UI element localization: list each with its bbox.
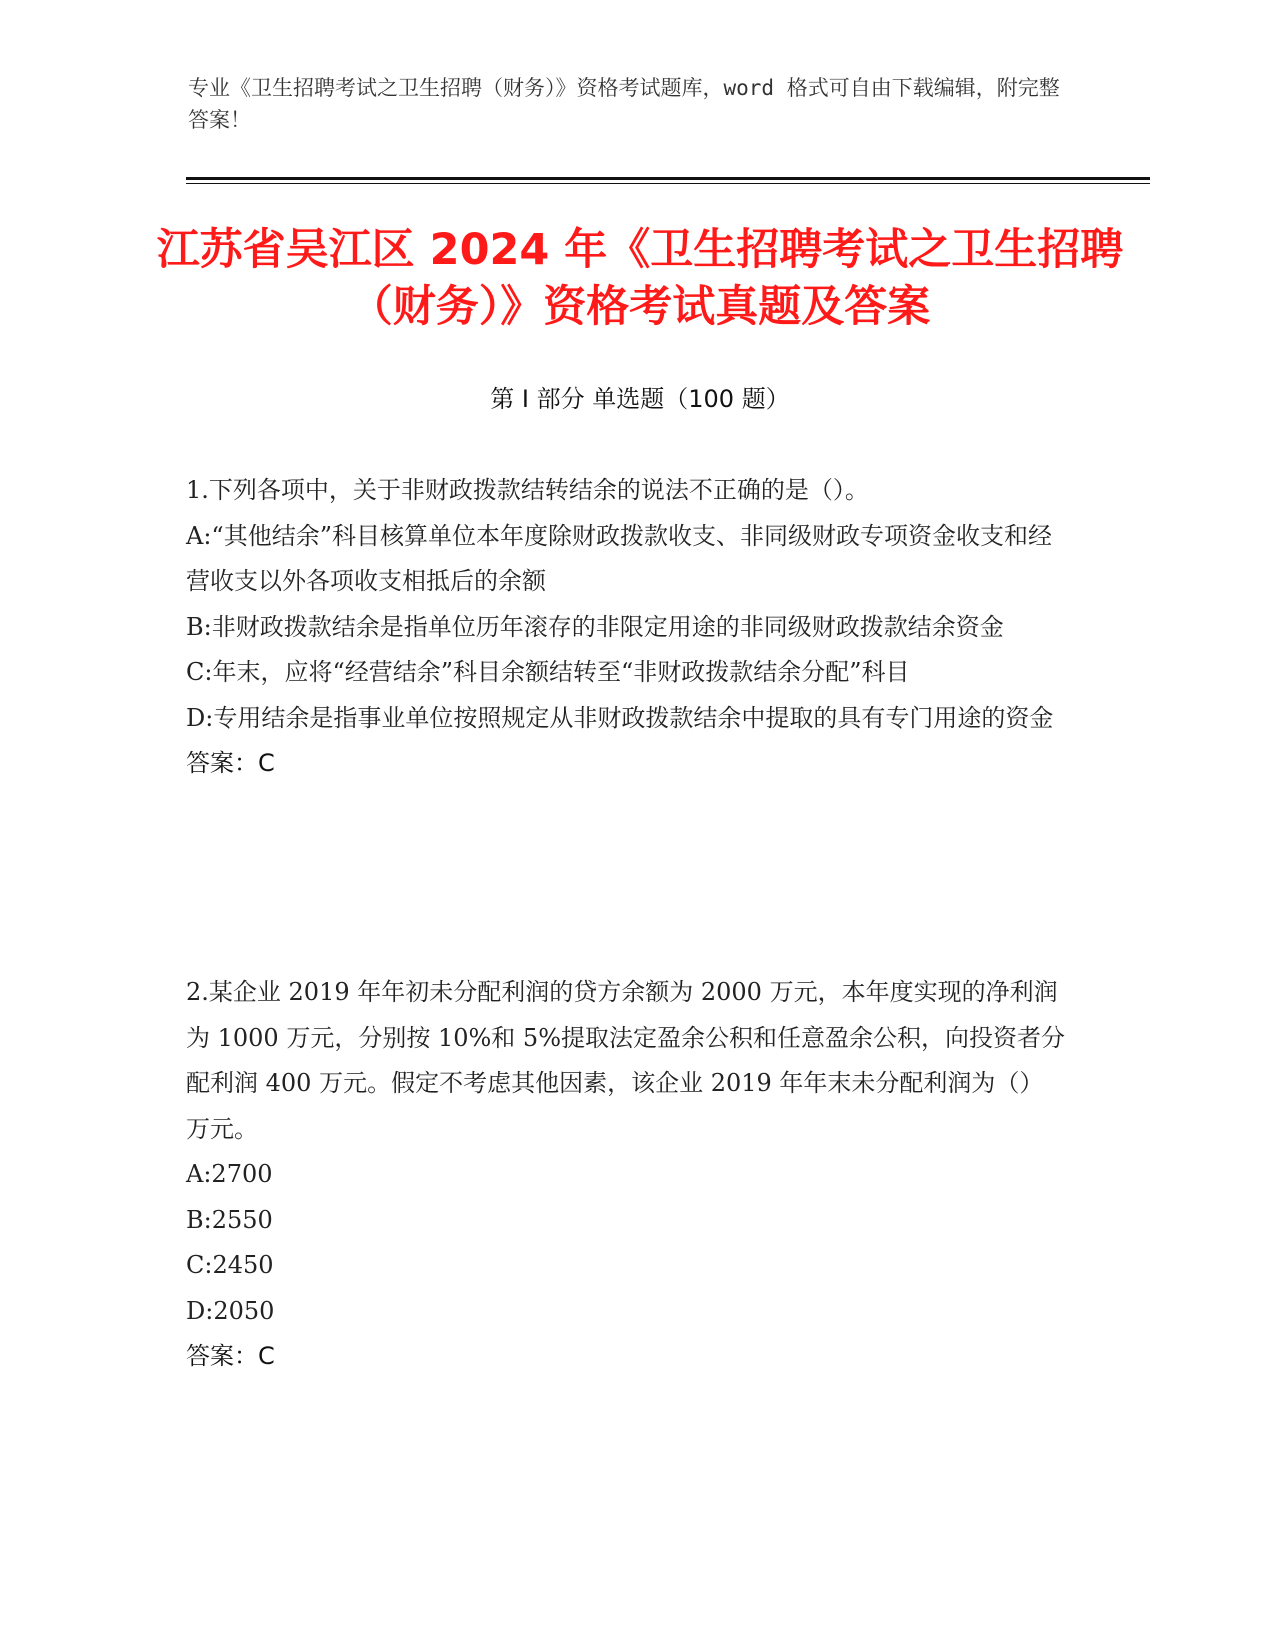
option-label: B: (186, 612, 212, 641)
option-label: A: (186, 521, 212, 550)
answer: 答案：C (186, 749, 275, 777)
answer: 答案：C (186, 1342, 275, 1370)
option-text: 年末，应将“经营结余”科目余额结转至“非财政拨款结余分配”科目 (212, 658, 910, 686)
question-1 (186, 468, 1066, 787)
header-divider-thin (186, 183, 1150, 184)
option-label: A: (186, 1160, 212, 1188)
header-divider-thick (186, 177, 1150, 180)
option-text: 非财政拨款结余是指单位历年滚存的非限定用途的非同级财政拨款结余资金 (211, 612, 1004, 641)
option-text: 2550 (211, 1205, 273, 1234)
option-b (186, 1198, 1066, 1244)
option-text: 专用结余是指事业单位按照规定从非财政拨款结余中提取的具有专门用途的资金 (213, 703, 1054, 732)
option-text: 2050 (213, 1296, 275, 1325)
question-stem: 1.下列各项中，关于非财政拨款结转结余的说法不正确的是（）。 (186, 476, 869, 504)
option-d (186, 696, 1066, 742)
option-text: 2450 (212, 1251, 274, 1279)
option-label: D: (186, 703, 214, 732)
option-text: 2700 (211, 1160, 273, 1188)
option-a (186, 1152, 1066, 1198)
option-c (186, 1243, 1066, 1289)
option-a (186, 514, 1066, 605)
question-stem: 2.某企业 2019 年年初未分配利润的贷方余额为 2000 万元，本年度实现的净利润为 1000 万元，分别按 10%和 5%提取法定盈余公积和任意盈余公积，向投资者分配利润 400 万元。假定不考虑其他因素，该企业 2019 年年末未分配利润为（）万元。 (186, 978, 1066, 1143)
section-heading: 第 I 部分 单选题（100 题） (490, 385, 790, 413)
question-2 (186, 970, 1066, 1380)
option-label: C: (186, 1251, 213, 1279)
option-label: B: (186, 1205, 212, 1234)
document-title: 江苏省吴江区 2024 年《卫生招聘考试之卫生招聘（财务）》资格考试真题及答案 (156, 225, 1124, 332)
header-note: 专业《卫生招聘考试之卫生招聘（财务）》资格考试题库，word 格式可自由下载编辑，附完整答案！ (188, 76, 1060, 132)
option-text: “其他结余”科目核算单位本年度除财政拨款收支、非同级财政专项资金收支和经营收支以外各项收支相抵后的余额 (186, 521, 1052, 595)
option-label: D: (186, 1296, 214, 1325)
option-c (186, 650, 1066, 696)
option-label: C: (186, 658, 213, 686)
option-d (186, 1289, 1066, 1335)
option-b (186, 605, 1066, 651)
